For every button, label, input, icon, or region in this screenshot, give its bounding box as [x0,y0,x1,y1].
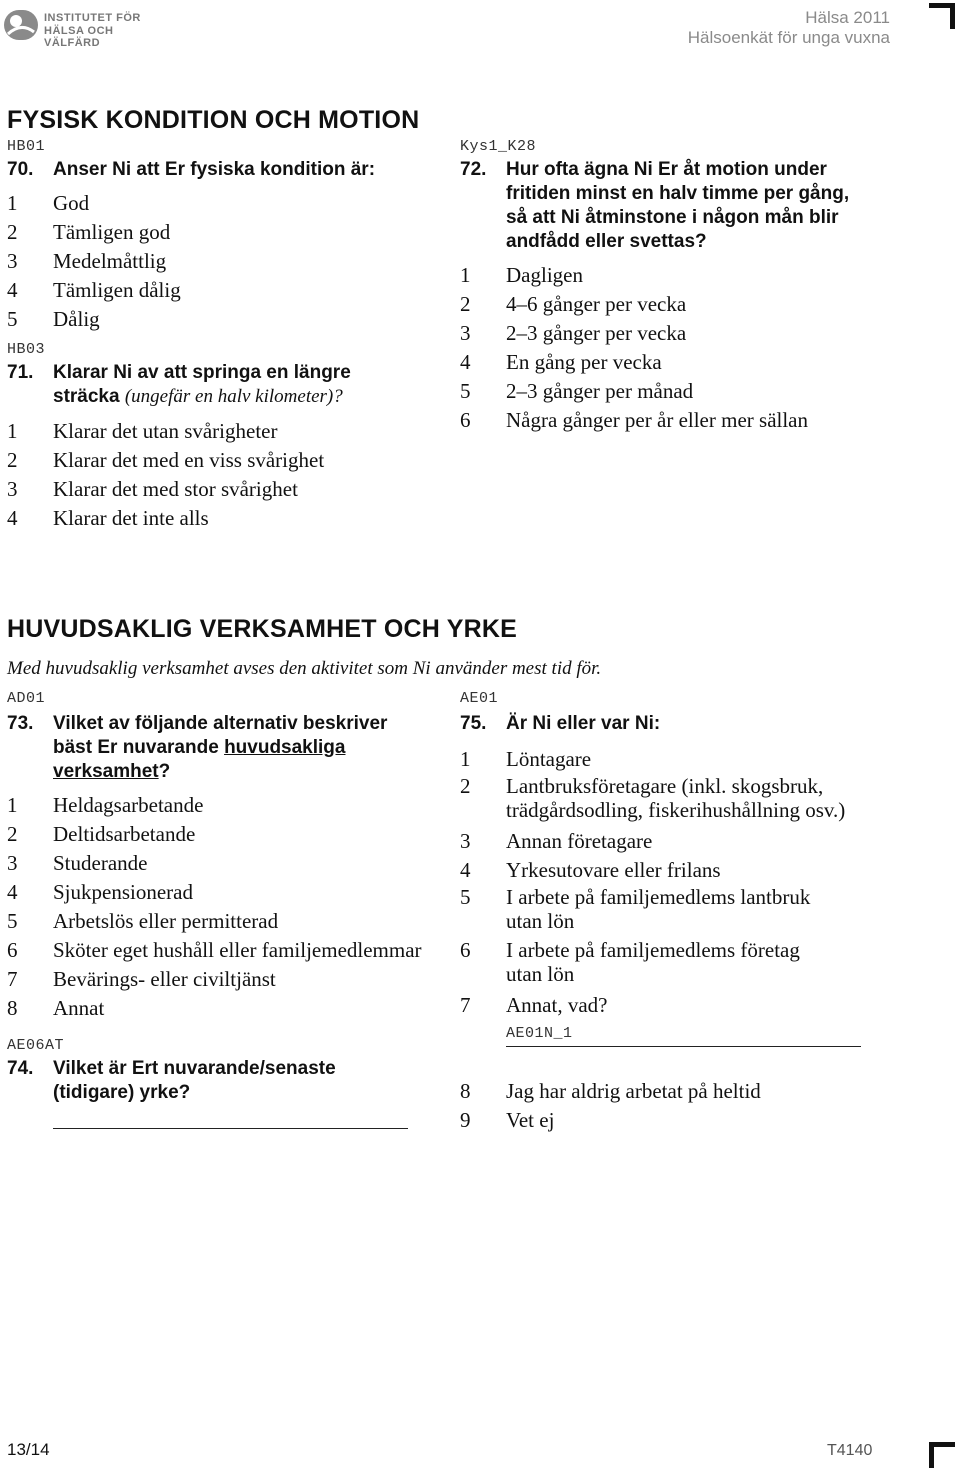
options-q75-after [460,1077,940,1135]
question-74 [7,1057,437,1105]
question-code-hb01: HB01 [7,138,46,155]
option-q71-4[interactable]: 4 Klarar det inte alls [7,506,209,530]
question-code-ad01: AD01 [7,690,46,707]
options-q73 [7,791,447,1023]
logo-emblem-icon [4,10,38,40]
option-q75-6[interactable]: 6 I arbete på familjemedlems företag utan lön [460,938,800,986]
option-q75-1[interactable]: 1 Löntagare [460,747,592,771]
section-title-fitness: FYSISK KONDITION OCH MOTION [7,106,420,134]
option-q73-4[interactable]: 4 Sjukpensionerad [7,880,193,904]
question-code-hb03: HB03 [7,341,46,358]
option-q70-1[interactable]: 1 God [7,191,90,215]
option-q71-2[interactable]: 2 Klarar det med en viss svårighet [7,448,325,472]
question-text: Anser Ni att Er fysiska kondition är: [53,159,376,180]
question-number: 74. [7,1058,34,1079]
option-q75-4[interactable]: 4 Yrkesutovare eller frilans [460,858,721,882]
page-number: 13/14 [7,1440,50,1459]
logo-line-2: HÄLSA OCH VÄLFÄRD [44,25,114,49]
question-number: 72. [460,159,487,180]
logo [4,10,164,49]
option-q75-2[interactable]: 2 Lantbruksföretagare (inkl. skogsbruk, trädgårdsodling, fiskerihushållning osv.) [460,774,846,822]
option-q73-7[interactable]: 7 Bevärings- eller civiltjänst [7,967,276,991]
option-q75-3[interactable]: 3 Annan företagare [460,829,653,853]
options-q75 [460,745,940,1020]
question-text-line-2: bäst Er nuvarande huvudsakliga [53,737,346,758]
option-q72-3[interactable]: 3 2–3 gånger per vecka [460,321,687,345]
question-number: 73. [7,713,34,734]
question-code-ae01n-1: AE01N_1 [506,1025,573,1042]
question-text-line-1: Vilket är Ert nuvarande/senaste [53,1058,336,1079]
crop-mark-bottom-right [929,1442,955,1468]
question-72 [460,158,940,254]
survey-subtitle: Hälsoenkät för unga vuxna [687,28,890,47]
option-q73-3[interactable]: 3 Studerande [7,851,148,875]
option-q73-5[interactable]: 5 Arbetslös eller permitterad [7,909,279,933]
option-q75-7[interactable]: 7 Annat, vad? [460,993,608,1017]
option-q72-5[interactable]: 5 2–3 gånger per månad [460,379,694,403]
option-q70-5[interactable]: 5 Dålig [7,307,100,331]
question-text-line-2: fritiden minst en halv timme per gång, [506,183,850,204]
option-q70-4[interactable]: 4 Tämligen dålig [7,278,181,302]
question-text-line-1: Hur ofta ägna Ni Er åt motion under [506,159,827,180]
question-number: 70. [7,159,34,180]
question-70 [7,158,427,182]
question-code-ae01: AE01 [460,690,499,707]
option-q75-5[interactable]: 5 I arbete på familjemedlems lantbruk utan lön [460,885,811,933]
question-number: 75. [460,713,487,734]
option-q72-2[interactable]: 2 4–6 gånger per vecka [460,292,687,316]
survey-title: Hälsa 2011 [805,8,890,27]
logo-line-1: INSTITUTET FÖR [44,12,141,24]
option-q70-2[interactable]: 2 Tämligen god [7,220,171,244]
option-q73-2[interactable]: 2 Deltidsarbetande [7,822,196,846]
options-q72 [460,261,940,435]
section-title-occupation: HUVUDSAKLIG VERKSAMHET OCH YRKE [7,615,517,643]
option-q71-3[interactable]: 3 Klarar det med stor svårighet [7,477,298,501]
option-q75-9[interactable]: 9 Vet ej [460,1108,555,1132]
option-q73-8[interactable]: 8 Annat [7,996,105,1020]
occupation-answer-line[interactable] [53,1128,408,1129]
question-text-line-3: så att Ni åtminstone i någon mån blir [506,207,839,228]
options-q70 [7,189,427,334]
option-q73-6[interactable]: 6 Sköter eget hushåll eller familjemedlemmar [7,938,422,962]
question-text-line-2: (tidigare) yrke? [53,1082,191,1103]
question-text: Är Ni eller var Ni: [506,713,661,734]
question-text-line-1: Vilket av följande alternativ beskriver [53,713,388,734]
option-q72-4[interactable]: 4 En gång per vecka [460,350,662,374]
option-q70-3[interactable]: 3 Medelmåttlig [7,249,167,273]
other-answer-line[interactable] [506,1046,861,1047]
question-number: 71. [7,362,34,383]
question-73 [7,712,437,784]
options-q71 [7,417,437,533]
crop-mark-top-right [929,3,955,29]
question-71 [7,361,427,409]
question-code-ae06at: AE06AT [7,1037,65,1054]
question-text-line-1: Klarar Ni av att springa en längre [53,362,351,383]
option-q73-1[interactable]: 1 Heldagsarbetande [7,793,204,817]
section-intro: Med huvudsaklig verksamhet avses den aktivitet som Ni använder mest tid för. [7,658,602,679]
option-q71-1[interactable]: 1 Klarar det utan svårigheter [7,419,278,443]
option-q75-8[interactable]: 8 Jag har aldrig arbetat på heltid [460,1079,761,1103]
question-code-kys1-k28: Kys1_K28 [460,138,537,155]
option-q72-1[interactable]: 1 Dagligen [460,263,583,287]
question-text-line-4: andfådd eller svettas? [506,231,707,252]
question-text-line-3: verksamhet? [53,761,171,782]
question-75 [460,712,940,736]
option-q72-6[interactable]: 6 Några gånger per år eller mer sällan [460,408,808,432]
form-code: T4140 [827,1442,873,1459]
question-text-line-2: sträcka (ungefär en halv kilometer)? [53,386,343,407]
